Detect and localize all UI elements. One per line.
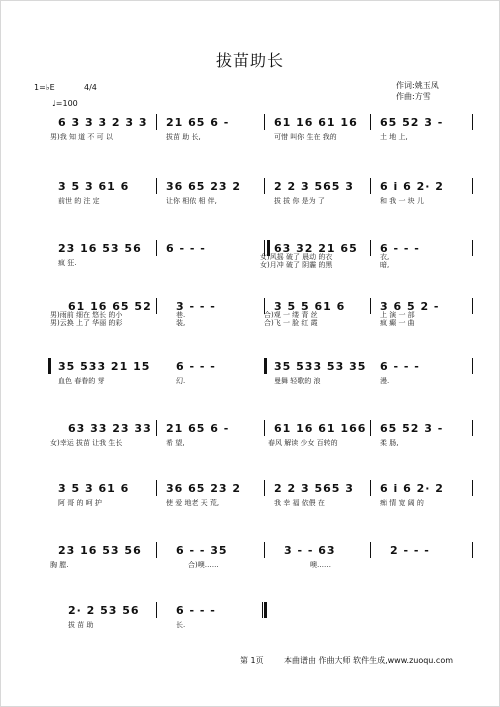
composer: 作曲:方雪	[396, 92, 431, 101]
measure-notes: 6 - - -	[176, 360, 216, 373]
lyric-line: 和 我 一 块 儿	[380, 197, 424, 205]
barline	[472, 542, 473, 558]
measure-notes: 3 5 3 61 6	[58, 482, 130, 495]
score-row	[48, 176, 474, 220]
barline	[264, 358, 267, 374]
measure-notes: 6 3 3 3 2 3 3	[58, 116, 148, 129]
barline	[472, 114, 473, 130]
barline	[472, 420, 473, 436]
lyric-line: 土 地 上,	[380, 133, 408, 141]
lyric-line: 幻.	[176, 377, 186, 385]
barline	[156, 114, 157, 130]
measure-notes: 6 i 6 2· 2	[380, 482, 444, 495]
lyric-line: 拔 拔 你 是为 了	[274, 197, 325, 205]
barline	[264, 602, 267, 618]
score-row	[48, 296, 474, 340]
score-row	[48, 112, 474, 156]
lyric-line: 春风 解读 少女 百转的	[268, 439, 338, 447]
lyric-line: 拔 苗 助	[68, 621, 94, 629]
key-label: 1=♭E	[34, 83, 55, 92]
score-row	[48, 238, 474, 282]
barline	[264, 480, 265, 496]
measure-notes: 65 52 3 -	[380, 422, 444, 435]
lyric-line: 上 演 一 部	[380, 311, 415, 319]
lyric-line: 衣,	[380, 253, 390, 261]
barline	[370, 480, 371, 496]
lyric-line: 漫.	[380, 377, 390, 385]
measure-notes: 21 65 6 -	[166, 116, 230, 129]
lyric-line: 我 幸 福 依偎 在	[274, 499, 325, 507]
lyric-line: 希 望,	[166, 439, 185, 447]
generator-note: 本曲谱由 作曲大师 软件生成,www.zuoqu.com	[284, 656, 454, 665]
barline	[370, 298, 371, 314]
lyric-line: 巷.	[176, 311, 186, 319]
barline	[156, 602, 157, 618]
lyric-line: 阿 哥 的 呵 护	[58, 499, 102, 507]
lyric-line: 使 爱 地老 天 荒,	[166, 499, 220, 507]
barline	[472, 178, 473, 194]
lyric-line: 合)飞 一 脸 红 霞	[264, 319, 318, 327]
score-row	[48, 478, 474, 522]
lyric-line: 男)云换 上了 华丽 的彩	[50, 319, 123, 327]
measure-notes: 61 16 61 166	[274, 422, 367, 435]
barline	[156, 240, 157, 256]
barline	[264, 420, 265, 436]
lyric-line: 暗,	[380, 261, 390, 269]
lyric-line: 合)噢……	[188, 561, 219, 569]
measure-notes: 6 - - -	[176, 604, 216, 617]
credits	[396, 80, 439, 102]
measure-notes: 23 16 53 56	[58, 544, 142, 557]
lyric-line: 拔苗 助 长,	[166, 133, 201, 141]
barline	[370, 240, 371, 256]
page-title: 拔苗助长	[215, 51, 284, 70]
lyric-line: 胸 膛.	[50, 561, 69, 569]
lyric-line: 柔 肠,	[380, 439, 399, 447]
page-number: 第 1页	[240, 656, 264, 665]
measure-notes: 6 - - -	[380, 242, 420, 255]
lyric-line: 曼舞 轻歌的 浪	[274, 377, 321, 385]
barline	[472, 480, 473, 496]
lyricist: 作词:姚玉凤	[396, 81, 439, 90]
measure-notes: 3 6 5 2 -	[380, 300, 440, 313]
measure-notes: 3 5 5 61 6	[274, 300, 346, 313]
lyric-line: 疯 癫 一 曲	[380, 319, 415, 327]
lyric-line: 前世 的 注 定	[58, 197, 100, 205]
lyric-line: 合)观 一 缕 青 丝	[264, 311, 318, 319]
measure-notes: 6 - - -	[380, 360, 420, 373]
barline	[264, 178, 265, 194]
lyric-line: 男)我 知 道 不 可 以	[50, 133, 113, 141]
barline	[472, 358, 473, 374]
measure-notes: 2 - - -	[390, 544, 430, 557]
barline	[156, 298, 157, 314]
barline	[156, 542, 157, 558]
lyric-line: 让你 相依 相 伴,	[166, 197, 217, 205]
measure-notes: 61 16 65 52	[68, 300, 152, 313]
measure-notes: 2· 2 53 56	[68, 604, 140, 617]
barline	[156, 420, 157, 436]
barline	[262, 602, 263, 618]
measure-notes: 6 i 6 2· 2	[380, 180, 444, 193]
measure-notes: 35 533 53 35	[274, 360, 367, 373]
barline	[48, 358, 51, 374]
measure-notes: 21 65 6 -	[166, 422, 230, 435]
score-row	[48, 418, 474, 462]
measure-notes: 3 - - 63	[284, 544, 336, 557]
measure-notes: 6 - - -	[166, 242, 206, 255]
score-row	[48, 600, 474, 644]
barline	[370, 542, 371, 558]
measure-notes: 3 - - -	[176, 300, 216, 313]
lyric-line: 血色 春眷的 芽	[58, 377, 105, 385]
lyric-line: 长.	[176, 621, 186, 629]
measure-notes: 63 32 21 65	[274, 242, 358, 255]
score-row	[48, 540, 474, 584]
lyric-line: 装,	[176, 319, 186, 327]
lyric-line: 女)月冲 破了 阴霾 的黑	[260, 261, 333, 269]
barline	[370, 178, 371, 194]
barline	[264, 542, 265, 558]
barline	[370, 114, 371, 130]
lyric-line: 女)幸运 拔苗 让我 生长	[50, 439, 123, 447]
barline	[472, 240, 473, 256]
measure-notes: 63 33 23 33	[68, 422, 152, 435]
measure-notes: 36 65 23 2	[166, 180, 242, 193]
measure-notes: 61 16 61 16	[274, 116, 358, 129]
barline	[156, 178, 157, 194]
lyric-line: 男)雨前 细在 悠长 的小	[50, 311, 123, 319]
measure-notes: 2 2 3 565 3	[274, 482, 354, 495]
measure-notes: 36 65 23 2	[166, 482, 242, 495]
measure-notes: 65 52 3 -	[380, 116, 444, 129]
lyric-line: 噢……	[310, 561, 331, 569]
time-signature: 4/4	[84, 83, 97, 92]
barline	[472, 298, 473, 314]
barline	[156, 480, 157, 496]
lyric-line: 痴 情 宽 阔 的	[380, 499, 424, 507]
lyric-line: 可惜 叫你 生在 我的	[274, 133, 337, 141]
measure-notes: 35 533 21 15	[58, 360, 151, 373]
lyric-line: 女)风摇 破了 晨动 的衣	[260, 253, 333, 261]
tempo-marking: ♩=100	[52, 99, 78, 108]
barline	[370, 420, 371, 436]
measure-notes: 2 2 3 565 3	[274, 180, 354, 193]
barline	[264, 114, 265, 130]
measure-notes: 6 - - 35	[176, 544, 228, 557]
measure-notes: 23 16 53 56	[58, 242, 142, 255]
score-row	[48, 356, 474, 400]
key-signature	[34, 82, 55, 93]
lyric-line: 疯 狂.	[58, 259, 77, 267]
measure-notes: 3 5 3 61 6	[58, 180, 130, 193]
